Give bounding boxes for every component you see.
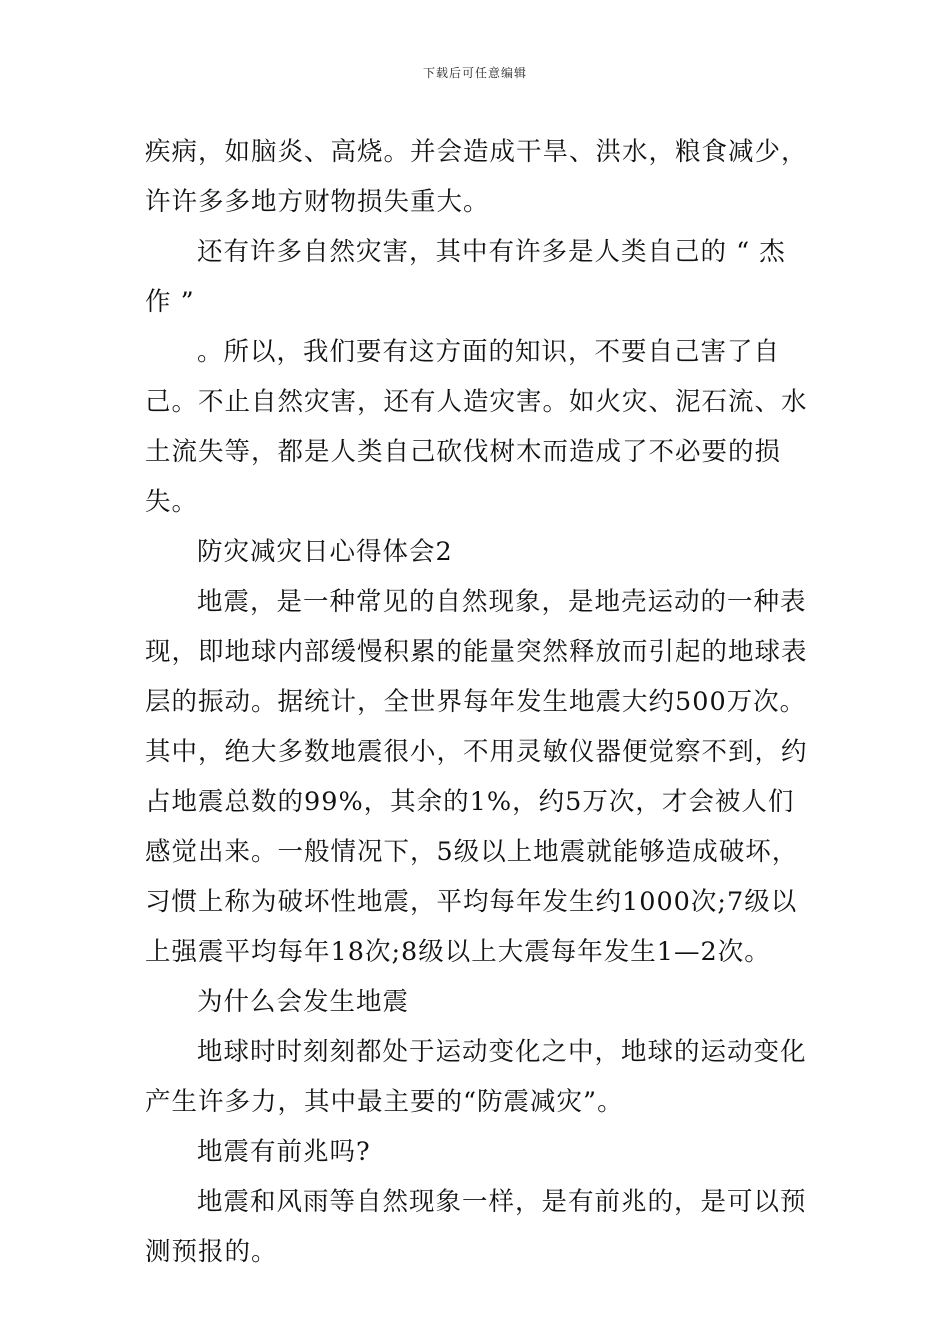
- section-heading-reflection-2: 防灾减灾日心得体会2: [197, 537, 453, 567]
- paragraph-earth-motion: 地球时时刻刻都处于运动变化之中，地球的运动变化产生许多力，其中最主要的“防震减灾”。: [145, 1037, 807, 1117]
- document-body: [145, 127, 810, 1277]
- page-header-note: 下载后可任意编辑: [422, 66, 527, 80]
- paragraph-disease-drought: 疾病，如脑炎、高烧。并会造成干旱、洪水，粮食减少，许许多多地方财物损失重大。: [145, 137, 808, 217]
- paragraph-prediction: 地震和风雨等自然现象一样，是有前兆的，是可以预测预报的。: [145, 1187, 807, 1267]
- paragraph-earthquake-overview: 地震，是一种常见的自然现象，是地壳运动的一种表现，即地球内部缓慢积累的能量突然释放而引起的地球表层的振动。据统计，全世界每年发生地震大约500万次。其中，绝大多数地震很小，不用灵敏仪器便觉察不到，约占地震总数的99%，其余的1%，约5万次，才会被人们感觉出来。一般情况下，5级以上地震就能够造成破坏，习惯上称为破坏性地震，平均每年发生约1000次;7级以上强震平均每年18次;8级以上大震每年发生1—2次。: [145, 587, 808, 967]
- paragraph-human-masterpiece: 还有许多自然灾害，其中有许多是人类自己的 “ 杰作 ”: [145, 237, 786, 317]
- paragraph-knowledge-manmade-disasters: 。所以，我们要有这方面的知识，不要自己害了自己。不止自然灾害，还有人造灾害。如火灾、泥石流、水土流失等，都是人类自己砍伐树木而造成了不必要的损失。: [145, 337, 808, 517]
- section-heading-why-earthquakes: 为什么会发生地震: [197, 987, 410, 1017]
- section-heading-precursors: 地震有前兆吗?: [197, 1137, 371, 1167]
